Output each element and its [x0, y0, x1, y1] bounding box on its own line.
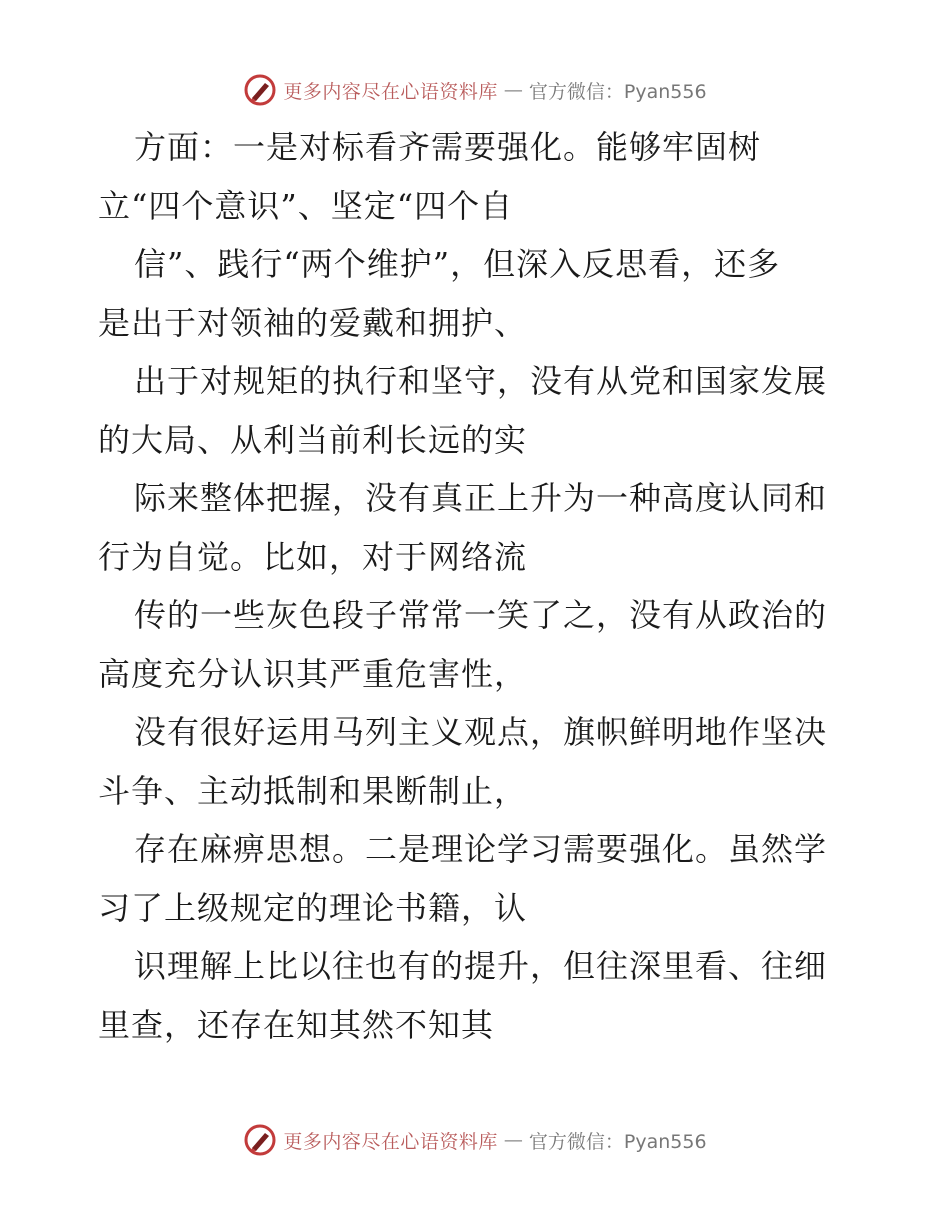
text-line: 识理解上比以往也有的提升，但往深里看、往细: [134, 947, 828, 985]
watermark-wechat: 官方微信：Pyan556: [528, 80, 707, 103]
pen-circle-logo-icon: [243, 1123, 277, 1157]
text-line: 里查，还存在知其然不知其: [98, 1005, 495, 1044]
text-line: 行为自觉。比如，对于网络流: [98, 537, 528, 576]
header-watermark: [0, 70, 950, 110]
text-line: 习了上级规定的理论书籍，认: [98, 888, 528, 927]
watermark-text: 更多内容尽在心语资料库: [283, 1130, 498, 1153]
text-line: 方面：一是对标看齐需要强化。能够牢固树: [134, 128, 762, 166]
text-line: 传的一些灰色段子常常一笑了之，没有从政治的: [134, 596, 828, 634]
text-line: 际来整体把握，没有真正上升为一种高度认同和: [134, 479, 828, 517]
watermark-text: 更多内容尽在心语资料库: [283, 80, 498, 103]
text-line: 没有很好运用马列主义观点，旗帜鲜明地作坚决: [134, 713, 828, 751]
text-line: 出于对规矩的执行和坚守，没有从党和国家发展: [134, 362, 828, 400]
watermark-wechat: 官方微信：Pyan556: [528, 1130, 707, 1153]
watermark-dash: —: [503, 1129, 523, 1151]
document-body: [98, 118, 858, 1054]
text-line: 存在麻痹思想。二是理论学习需要强化。虽然学: [134, 830, 828, 868]
text-line: 的大局、从利当前利长远的实: [98, 420, 528, 459]
text-line: 是出于对领袖的爱戴和拥护、: [98, 303, 528, 342]
text-line: 信”、践行“两个维护”，但深入反思看，还多: [134, 245, 781, 283]
text-line: 立“四个意识”、坚定“四个自: [98, 186, 514, 225]
watermark-dash: —: [503, 79, 523, 101]
footer-watermark: [0, 1120, 950, 1160]
text-line: 高度充分认识其严重危害性，: [98, 654, 528, 693]
pen-circle-logo-icon: [243, 73, 277, 107]
text-line: 斗争、主动抵制和果断制止，: [98, 771, 528, 810]
